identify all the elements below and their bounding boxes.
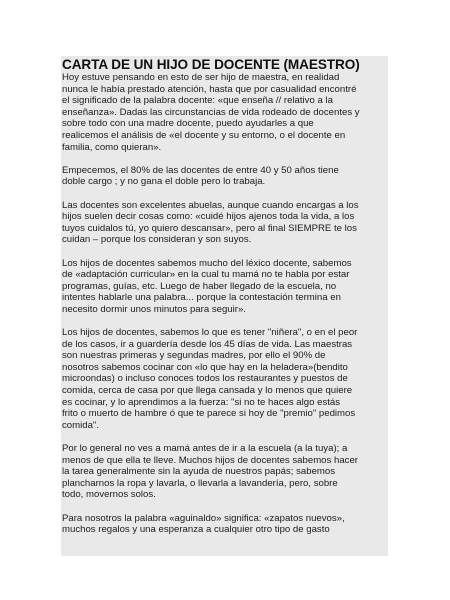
- paragraph-line: todo, movernos solos.: [62, 489, 156, 501]
- paragraph-line: Los hijos de docentes sabemos mucho del léxico docente, sabemos: [62, 257, 352, 269]
- paragraph-line: plancharnos la ropa y lavarla, o llevarla a lavandería, pero, sobre: [62, 477, 338, 489]
- document-page: [61, 56, 388, 556]
- paragraph-line: nunca le había prestado atención, hasta que por casualidad encontré: [62, 83, 357, 95]
- paragraph-line: intentes hablarle una palabra... porque la contestación termina en: [62, 292, 341, 304]
- paragraph-line: programas, guías, etc. Luego de haber llegado de la escuela, no: [62, 280, 337, 292]
- paragraph-line: muchos regalos y una esperanza a cualquier otro tipo de gasto: [62, 524, 330, 536]
- paragraph-line: nosotros sabemos cocinar con «lo que hay en la heladera»(bendito: [62, 361, 348, 373]
- paragraph-line: son nuestras primeras y segundas madres, por ello el 90% de: [62, 350, 326, 362]
- paragraph-line: de «adaptación curricular» en la cual tu mamá no te habla por estar: [62, 269, 350, 281]
- paragraph-line: la tarea generalmente sin la ayuda de nuestros papás; sabemos: [62, 466, 336, 478]
- paragraph-line: realicemos el análisis de «el docente y su entorno, o el docente en: [62, 129, 346, 141]
- paragraph: [62, 443, 388, 501]
- paragraph: [62, 200, 388, 246]
- paragraph-line: enseñanza». Dadas las circunstancias de vida rodeado de docentes y: [62, 106, 360, 118]
- paragraph: [62, 513, 388, 536]
- paragraph: [62, 165, 388, 188]
- paragraph-line: de los casos, ir a guardería desde los 45 días de vida. Las maestras: [62, 338, 353, 350]
- paragraph: [62, 258, 388, 316]
- paragraph-line: microondas) o incluso conoces todos los restaurantes y puestos de: [62, 373, 348, 385]
- document-body: [62, 72, 388, 536]
- paragraph-line: Hoy estuve pensando en esto de ser hijo de maestra, en realidad: [62, 72, 340, 83]
- paragraph-line: familia, como quieran».: [62, 141, 162, 153]
- paragraph-line: Empecemos, el 80% de las docentes de entre 40 y 50 años tiene: [62, 164, 339, 176]
- paragraph-line: tuyos cuidalos tú, yo quiero descansar», pero al final SIEMPRE te los: [62, 222, 357, 234]
- paragraph-line: cuidan – porque los consideran y son suyos.: [62, 234, 252, 246]
- paragraph-line: Los hijos de docentes, sabemos lo que es tener "niñera", o en el peor: [62, 327, 358, 339]
- paragraph-line: Las docentes son excelentes abuelas, aunque cuando encargas a los: [62, 199, 359, 211]
- paragraph-line: hijos suelen decir cosas como: «cuidé hijos ajenos toda la vida, a los: [62, 211, 355, 223]
- paragraph-line: Por lo general no ves a mamá antes de ir a la escuela (a la tuya); a: [62, 443, 348, 454]
- paragraph: [62, 72, 388, 153]
- paragraph-line: el significado de la palabra docente: «que enseña // relativo a la: [62, 95, 333, 107]
- paragraph-line: frito o muerto de hambre ó que te parece si hoy de "premio" pedimos: [62, 408, 356, 420]
- paragraph-line: comida, cerca de casa por que llega cansada y lo menos que quiere: [62, 385, 353, 397]
- paragraph-line: Para nosotros la palabra «aguinaldo» significa: «zapatos nuevos»,: [62, 512, 345, 524]
- paragraph-line: es cocinar, y lo aprendimos a la fuerza: "si no te haces algo estás: [62, 396, 341, 408]
- paragraph-line: comida".: [62, 419, 99, 431]
- paragraph-line: menos de que ella te lleve. Muchos hijos de docentes sabemos hacer: [62, 454, 358, 466]
- paragraph: [62, 327, 388, 431]
- document-title: CARTA DE UN HIJO DE DOCENTE (MAESTRO): [62, 57, 360, 72]
- paragraph-line: doble cargo ; y no gana el doble pero lo trabaja.: [62, 176, 266, 188]
- paragraph-line: necesito dormir unos minutos para seguir».: [62, 303, 246, 315]
- paragraph-line: sobre todo con una madre docente, puedo ayudarles a que: [62, 118, 314, 130]
